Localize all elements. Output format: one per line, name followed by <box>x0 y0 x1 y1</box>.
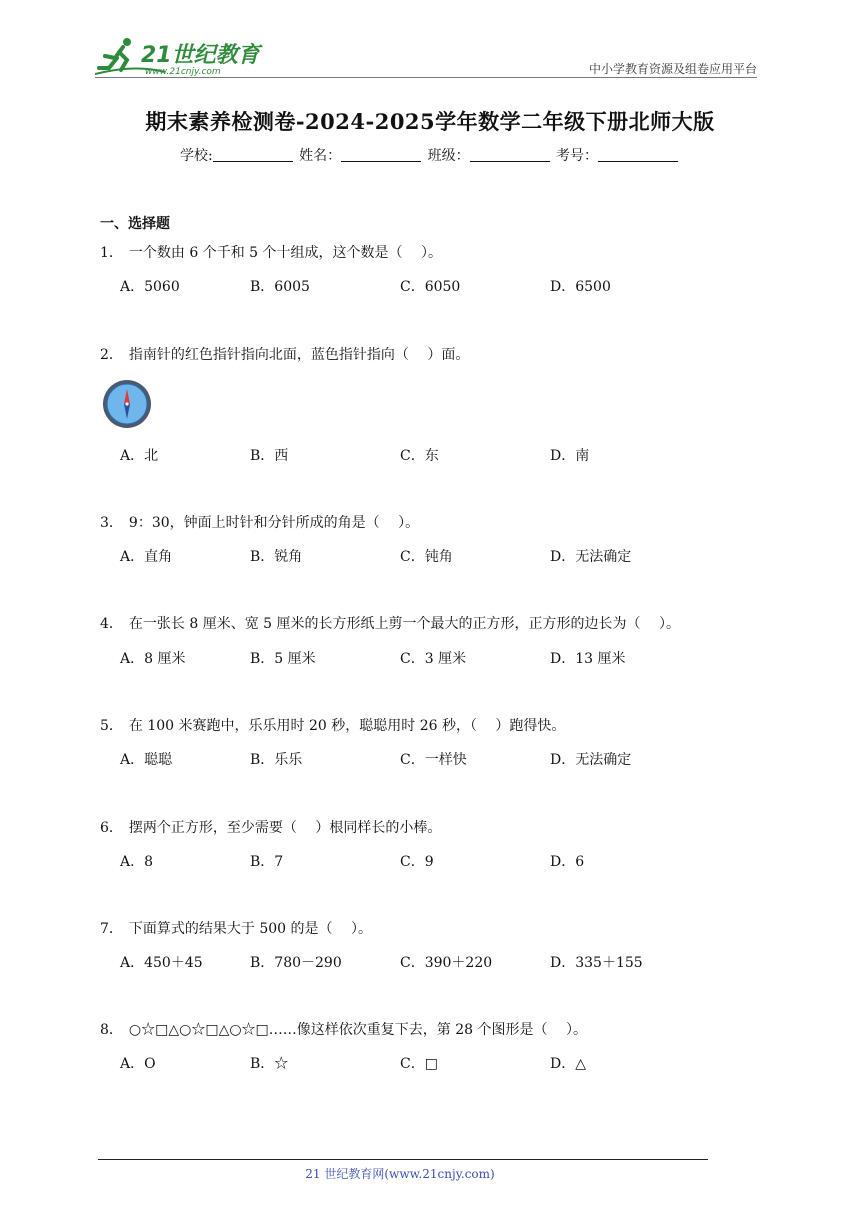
question-1-options <box>120 276 740 296</box>
student-info-line <box>0 145 860 165</box>
question-5-options <box>120 749 740 769</box>
option-c[interactable]: C．390＋220 <box>400 955 493 971</box>
option-d[interactable]: D．6 <box>550 854 585 870</box>
question-text: 在一张长 8 厘米、宽 5 厘米的长方形纸上剪一个最大的正方形，正方形的边长为（ ）。 <box>128 616 680 632</box>
name-blank[interactable] <box>341 147 421 162</box>
class-blank[interactable] <box>470 147 550 162</box>
svg-text:21世纪教育: 21世纪教育 <box>141 43 260 68</box>
option-a[interactable]: A．8 <box>120 854 154 870</box>
option-a[interactable]: A．北 <box>120 448 159 464</box>
option-a[interactable]: A．直角 <box>120 549 173 565</box>
question-text: 一个数由 6 个千和 5 个十组成，这个数是（ ）。 <box>128 245 442 261</box>
option-a[interactable]: A．聪聪 <box>120 752 173 768</box>
option-b[interactable]: B．5 厘米 <box>250 651 316 667</box>
class-label: 班级： <box>427 148 470 164</box>
platform-name: 中小学教育资源及组卷应用平台 <box>588 62 757 76</box>
question-8 <box>100 1019 587 1039</box>
question-7-options <box>120 952 740 972</box>
question-6 <box>100 817 441 837</box>
header-divider <box>95 77 757 78</box>
option-b[interactable]: B．7 <box>250 854 284 870</box>
option-b[interactable]: B．乐乐 <box>250 752 303 768</box>
option-b[interactable]: B．西 <box>250 448 289 464</box>
question-text: 摆两个正方形，至少需要（ ）根同样长的小棒。 <box>128 820 442 836</box>
question-number: 5． <box>100 718 123 734</box>
question-1 <box>100 242 442 262</box>
option-c[interactable]: C．9 <box>400 854 434 870</box>
question-4-options <box>120 648 740 668</box>
question-3-options <box>120 546 740 566</box>
option-a[interactable]: A．450＋45 <box>120 955 203 971</box>
compass-image <box>102 379 152 429</box>
page-title: 期末素养检测卷-2024-2025学年数学二年级下册北师大版 <box>145 109 715 134</box>
option-c[interactable]: C．一样快 <box>400 752 467 768</box>
question-text: 下面算式的结果大于 500 的是（ ）。 <box>128 921 372 937</box>
question-number: 1． <box>100 245 123 261</box>
school-blank[interactable] <box>213 147 293 162</box>
footer-text: 21 世纪教育网(www.21cnjy.com) <box>305 1167 495 1181</box>
option-b[interactable]: B．锐角 <box>250 549 303 565</box>
question-number: 8． <box>100 1022 123 1038</box>
page-header <box>95 28 757 78</box>
question-text: 指南针的红色指针指向北面，蓝色指针指向（ ）面。 <box>128 347 470 363</box>
school-label: 学校: <box>179 148 213 164</box>
21cnjy-logo <box>95 34 265 76</box>
question-text: 9：30，钟面上时针和分针所成的角是（ ）。 <box>128 515 420 531</box>
exam-no-label: 考号： <box>556 148 599 164</box>
option-c[interactable]: C．6050 <box>400 279 461 295</box>
question-4 <box>100 613 680 633</box>
option-d[interactable]: D．无法确定 <box>550 549 632 565</box>
footer-divider <box>98 1159 708 1160</box>
question-number: 2． <box>100 347 123 363</box>
option-c[interactable]: C．东 <box>400 448 439 464</box>
option-d[interactable]: D．6500 <box>550 279 611 295</box>
option-b[interactable]: B．☆ <box>250 1056 289 1072</box>
option-d[interactable]: D．无法确定 <box>550 752 632 768</box>
option-c[interactable]: C．钝角 <box>400 549 453 565</box>
question-2-options <box>120 445 740 465</box>
option-c[interactable]: C．□ <box>400 1056 438 1072</box>
option-d[interactable]: D．335＋155 <box>550 955 643 971</box>
question-7 <box>100 918 372 938</box>
option-b[interactable]: B．6005 <box>250 279 310 295</box>
option-b[interactable]: B．780－290 <box>250 955 342 971</box>
question-number: 6． <box>100 820 123 836</box>
option-c[interactable]: C．3 厘米 <box>400 651 467 667</box>
question-2 <box>100 344 469 364</box>
option-a[interactable]: A．8 厘米 <box>120 651 186 667</box>
question-number: 4． <box>100 616 123 632</box>
question-text: 在 100 米赛跑中，乐乐用时 20 秒，聪聪用时 26 秒，（ ）跑得快。 <box>128 718 566 734</box>
question-3 <box>100 512 419 532</box>
question-6-options <box>120 851 740 871</box>
option-a[interactable]: A．O <box>120 1056 156 1072</box>
question-number: 3． <box>100 515 123 531</box>
option-d[interactable]: D．13 厘米 <box>550 651 626 667</box>
name-label: 姓名： <box>299 148 342 164</box>
section-title: 一、选择题 <box>100 216 170 232</box>
exam-no-blank[interactable] <box>598 147 678 162</box>
question-number: 7． <box>100 921 123 937</box>
option-a[interactable]: A．5060 <box>120 279 180 295</box>
question-5 <box>100 715 565 735</box>
option-d[interactable]: D．南 <box>550 448 590 464</box>
question-8-options <box>120 1053 740 1073</box>
option-d[interactable]: D．△ <box>550 1056 586 1072</box>
question-text: ○☆□△○☆□△○☆□……像这样依次重复下去，第 28 个图形是（ ）。 <box>128 1022 587 1038</box>
svg-text:www.21cnjy.com: www.21cnjy.com <box>145 67 221 76</box>
